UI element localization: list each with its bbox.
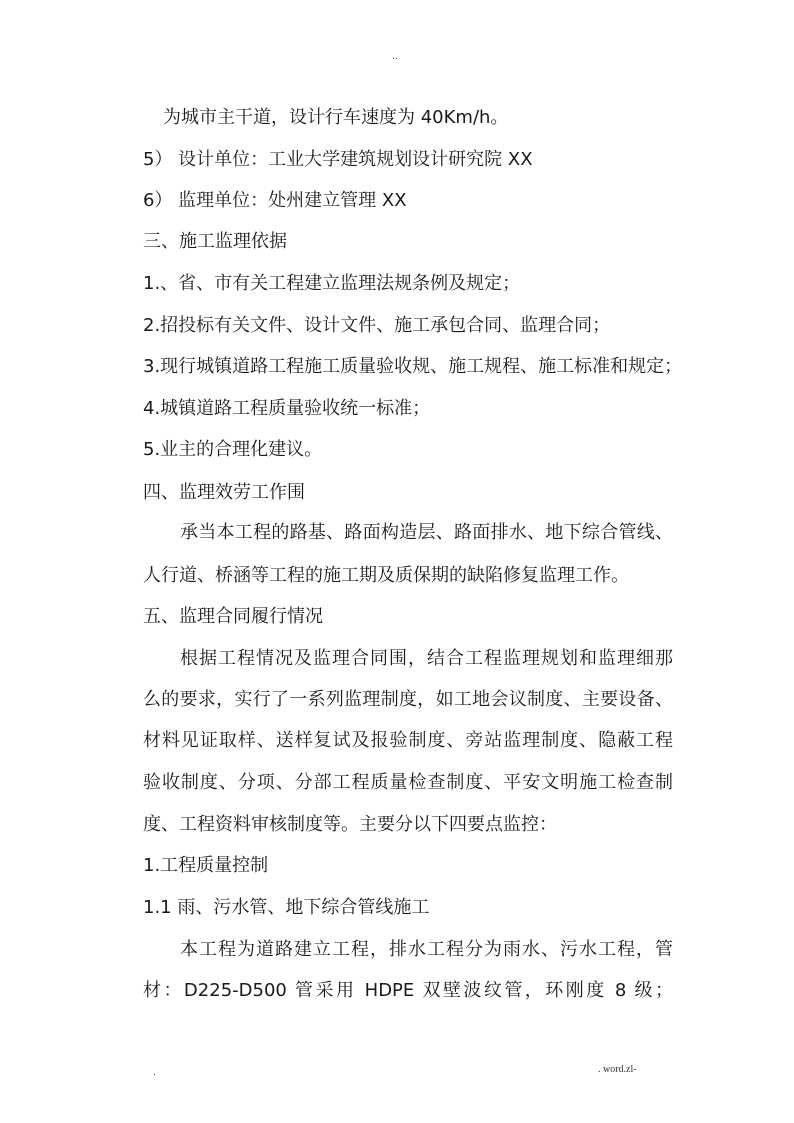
text-line-22: 材：D225-D500 管采用 HDPE 双壁波纹管，环刚度 8 级； bbox=[143, 980, 673, 1001]
text-line-15: 么的要求，实行了一系列监理制度，如工地会议制度、主要设备、 bbox=[143, 689, 673, 710]
text-line-11: 承当本工程的路基、路面构造层、路面排水、地下综合管线、 bbox=[180, 522, 673, 543]
subheading-1-1: 1.1 雨、污水管、地下综合管线施工 bbox=[143, 897, 430, 918]
text-line-3: 6） 监理单位：处州建立管理 XX bbox=[143, 190, 407, 211]
footer-left-mark: . bbox=[153, 1068, 156, 1078]
text-line-7: 3.现行城镇道路工程施工质量验收规、施工规程、施工标准和规定； bbox=[143, 356, 683, 377]
text-line-6: 2.招投标有关文件、设计文件、施工承包合同、监理合同； bbox=[143, 315, 611, 336]
subheading-1: 1.工程质量控制 bbox=[143, 855, 269, 876]
text-line-14: 根据工程情况及监理合同围，结合工程监理规划和监理细那 bbox=[180, 648, 673, 669]
text-line-16: 材料见证取样、送样复试及报验制度、旁站监理制度、隐蔽工程 bbox=[143, 730, 673, 751]
top-mark: .. bbox=[392, 52, 398, 62]
text-line-17: 验收制度、分项、分部工程质量检查制度、平安文明施工检查制 bbox=[143, 772, 673, 793]
footer-text: . word.zl- bbox=[598, 1064, 637, 1075]
text-line-1: 为城市主干道，设计行车速度为 40Km/h。 bbox=[163, 107, 509, 128]
section-heading-4: 四、监理效劳工作围 bbox=[143, 482, 305, 503]
text-line-8: 4.城镇道路工程质量验收统一标准； bbox=[143, 398, 431, 419]
text-line-2: 5） 设计单位：工业大学建筑规划设计研究院 XX bbox=[143, 149, 533, 170]
text-line-18: 度、工程资料审核制度等。主要分以下四要点监控： bbox=[143, 814, 557, 835]
text-line-5: 1.、省、市有关工程建立监理法规条例及规定； bbox=[143, 273, 521, 294]
text-line-21: 本工程为道路建立工程，排水工程分为雨水、污水工程，管 bbox=[180, 939, 673, 960]
section-heading-3: 三、施工监理依据 bbox=[143, 231, 287, 252]
section-heading-5: 五、监理合同履行情况 bbox=[143, 606, 323, 627]
text-line-12: 人行道、桥涵等工程的施工期及质保期的缺陷修复监理工作。 bbox=[143, 565, 629, 586]
text-line-9: 5.业主的合理化建议。 bbox=[143, 439, 323, 460]
